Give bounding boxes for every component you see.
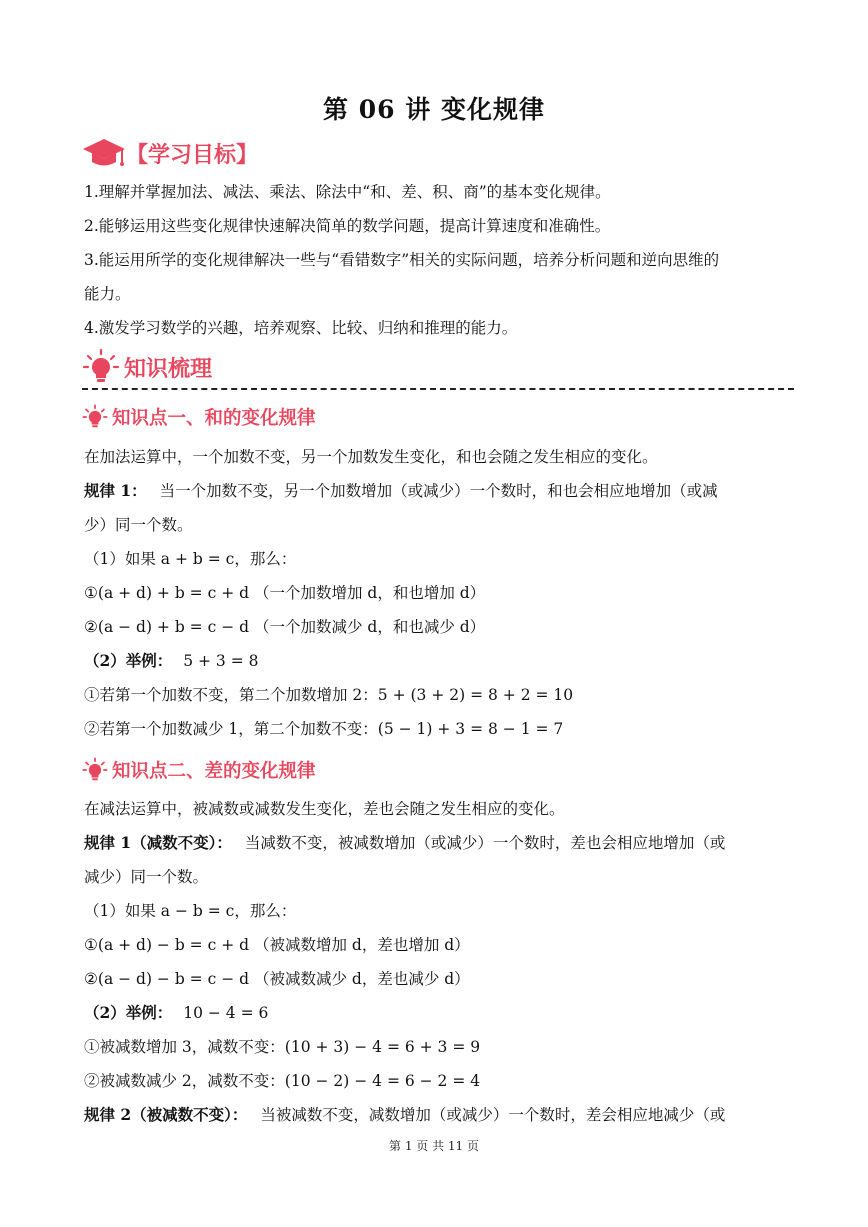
section-knowledge-label: 知识梳理 (124, 356, 213, 382)
lightbulb-icon (82, 404, 108, 430)
kp2-if-line: （1）如果 a − b = c，那么： (84, 902, 297, 920)
kp2-rule1-label: 规律 1（减数不变）： (84, 833, 232, 852)
kp1-formula: ②(a − d) + b = c − d （一个加数减少 d，和也减少 d） (84, 618, 486, 636)
lightbulb-icon (82, 757, 108, 783)
page-title: 第 06 讲 变化规律 (323, 95, 545, 124)
goal-item: 能力。 (84, 285, 131, 303)
kp1-example-item: ②若第一个加数减少 1，第二个加数不变：(5 − 1) + 3 = 8 − 1 = 7 (84, 720, 564, 738)
kp1-example (84, 650, 784, 672)
kp1-example-value: 5 + 3 = 8 (183, 652, 259, 670)
section-goals-header (82, 133, 258, 173)
kp1-if-line: （1）如果 a + b = c，那么： (84, 550, 297, 568)
kp1-rule (84, 480, 784, 502)
kp1-rule-cont: 少）同一个数。 (84, 516, 193, 534)
kp2-rule2-text: 当被减数不变，减数增加（或减少）一个数时，差会相应地减少（或 (260, 1106, 726, 1124)
graduation-cap-icon (82, 135, 126, 171)
kp2-example (84, 1002, 784, 1024)
section-knowledge-header (82, 347, 212, 387)
goal-item: 4.激发学习数学的兴趣，培养观察、比较、归纳和推理的能力。 (84, 319, 518, 337)
kp1-formula: ①(a + d) + b = c + d （一个加数增加 d，和也增加 d） (84, 584, 486, 602)
kp2-rule1-cont: 减少）同一个数。 (84, 868, 209, 886)
kp2-example-item: ①被减数增加 3，减数不变：(10 + 3) − 4 = 6 + 3 = 9 (84, 1038, 481, 1056)
divider (82, 388, 794, 390)
kp2-intro: 在减法运算中，被减数或减数发生变化，差也会随之发生相应的变化。 (84, 800, 565, 818)
kp2-rule1 (84, 832, 784, 854)
kp2-example-value: 10 − 4 = 6 (183, 1004, 269, 1022)
goal-item: 1.理解并掌握加法、减法、乘法、除法中“和、差、积、商”的基本变化规律。 (84, 183, 611, 201)
kp1-example-label: （2）举例： (84, 651, 173, 670)
kp1-example-item: ①若第一个加数不变，第二个加数增加 2：5 + (3 + 2) = 8 + 2 = 10 (84, 686, 574, 704)
kp1-rule-text: 当一个加数不变，另一个加数增加（或减少）一个数时，和也会相应地增加（或减 (159, 482, 718, 500)
kp2-header (82, 755, 316, 785)
kp2-formula: ①(a + d) − b = c + d （被减数增加 d，差也增加 d） (84, 936, 470, 954)
kp1-intro: 在加法运算中，一个加数不变，另一个加数发生变化，和也会随之发生相应的变化。 (84, 448, 658, 466)
goal-item: 2.能够运用这些变化规律快速解决简单的数学问题，提高计算速度和准确性。 (84, 217, 611, 235)
kp1-header (82, 402, 316, 432)
page-footer: 第 1 页 共 11 页 (389, 1139, 479, 1153)
lightbulb-icon (82, 348, 120, 386)
kp2-rule1-text: 当减数不变，被减数增加（或减少）一个数时，差也会相应地增加（或 (244, 834, 726, 852)
kp2-formula: ②(a − d) − b = c − d （被减数减少 d，差也减少 d） (84, 970, 470, 988)
kp2-label: 知识点二、差的变化规律 (112, 761, 316, 782)
goal-item: 3.能运用所学的变化规律解决一些与“看错数字”相关的实际问题，培养分析问题和逆向思维的 (84, 251, 720, 269)
kp2-example-label: （2）举例： (84, 1003, 173, 1022)
section-goals-label: 【学习目标】 (126, 142, 259, 168)
kp2-rule2-label: 规律 2（被减数不变）： (84, 1105, 248, 1124)
kp2-example-item: ②被减数减少 2，减数不变：(10 − 2) − 4 = 6 − 2 = 4 (84, 1072, 481, 1090)
kp1-label: 知识点一、和的变化规律 (112, 408, 316, 429)
kp2-rule2 (84, 1104, 784, 1126)
kp1-rule-label: 规律 1： (84, 481, 147, 500)
